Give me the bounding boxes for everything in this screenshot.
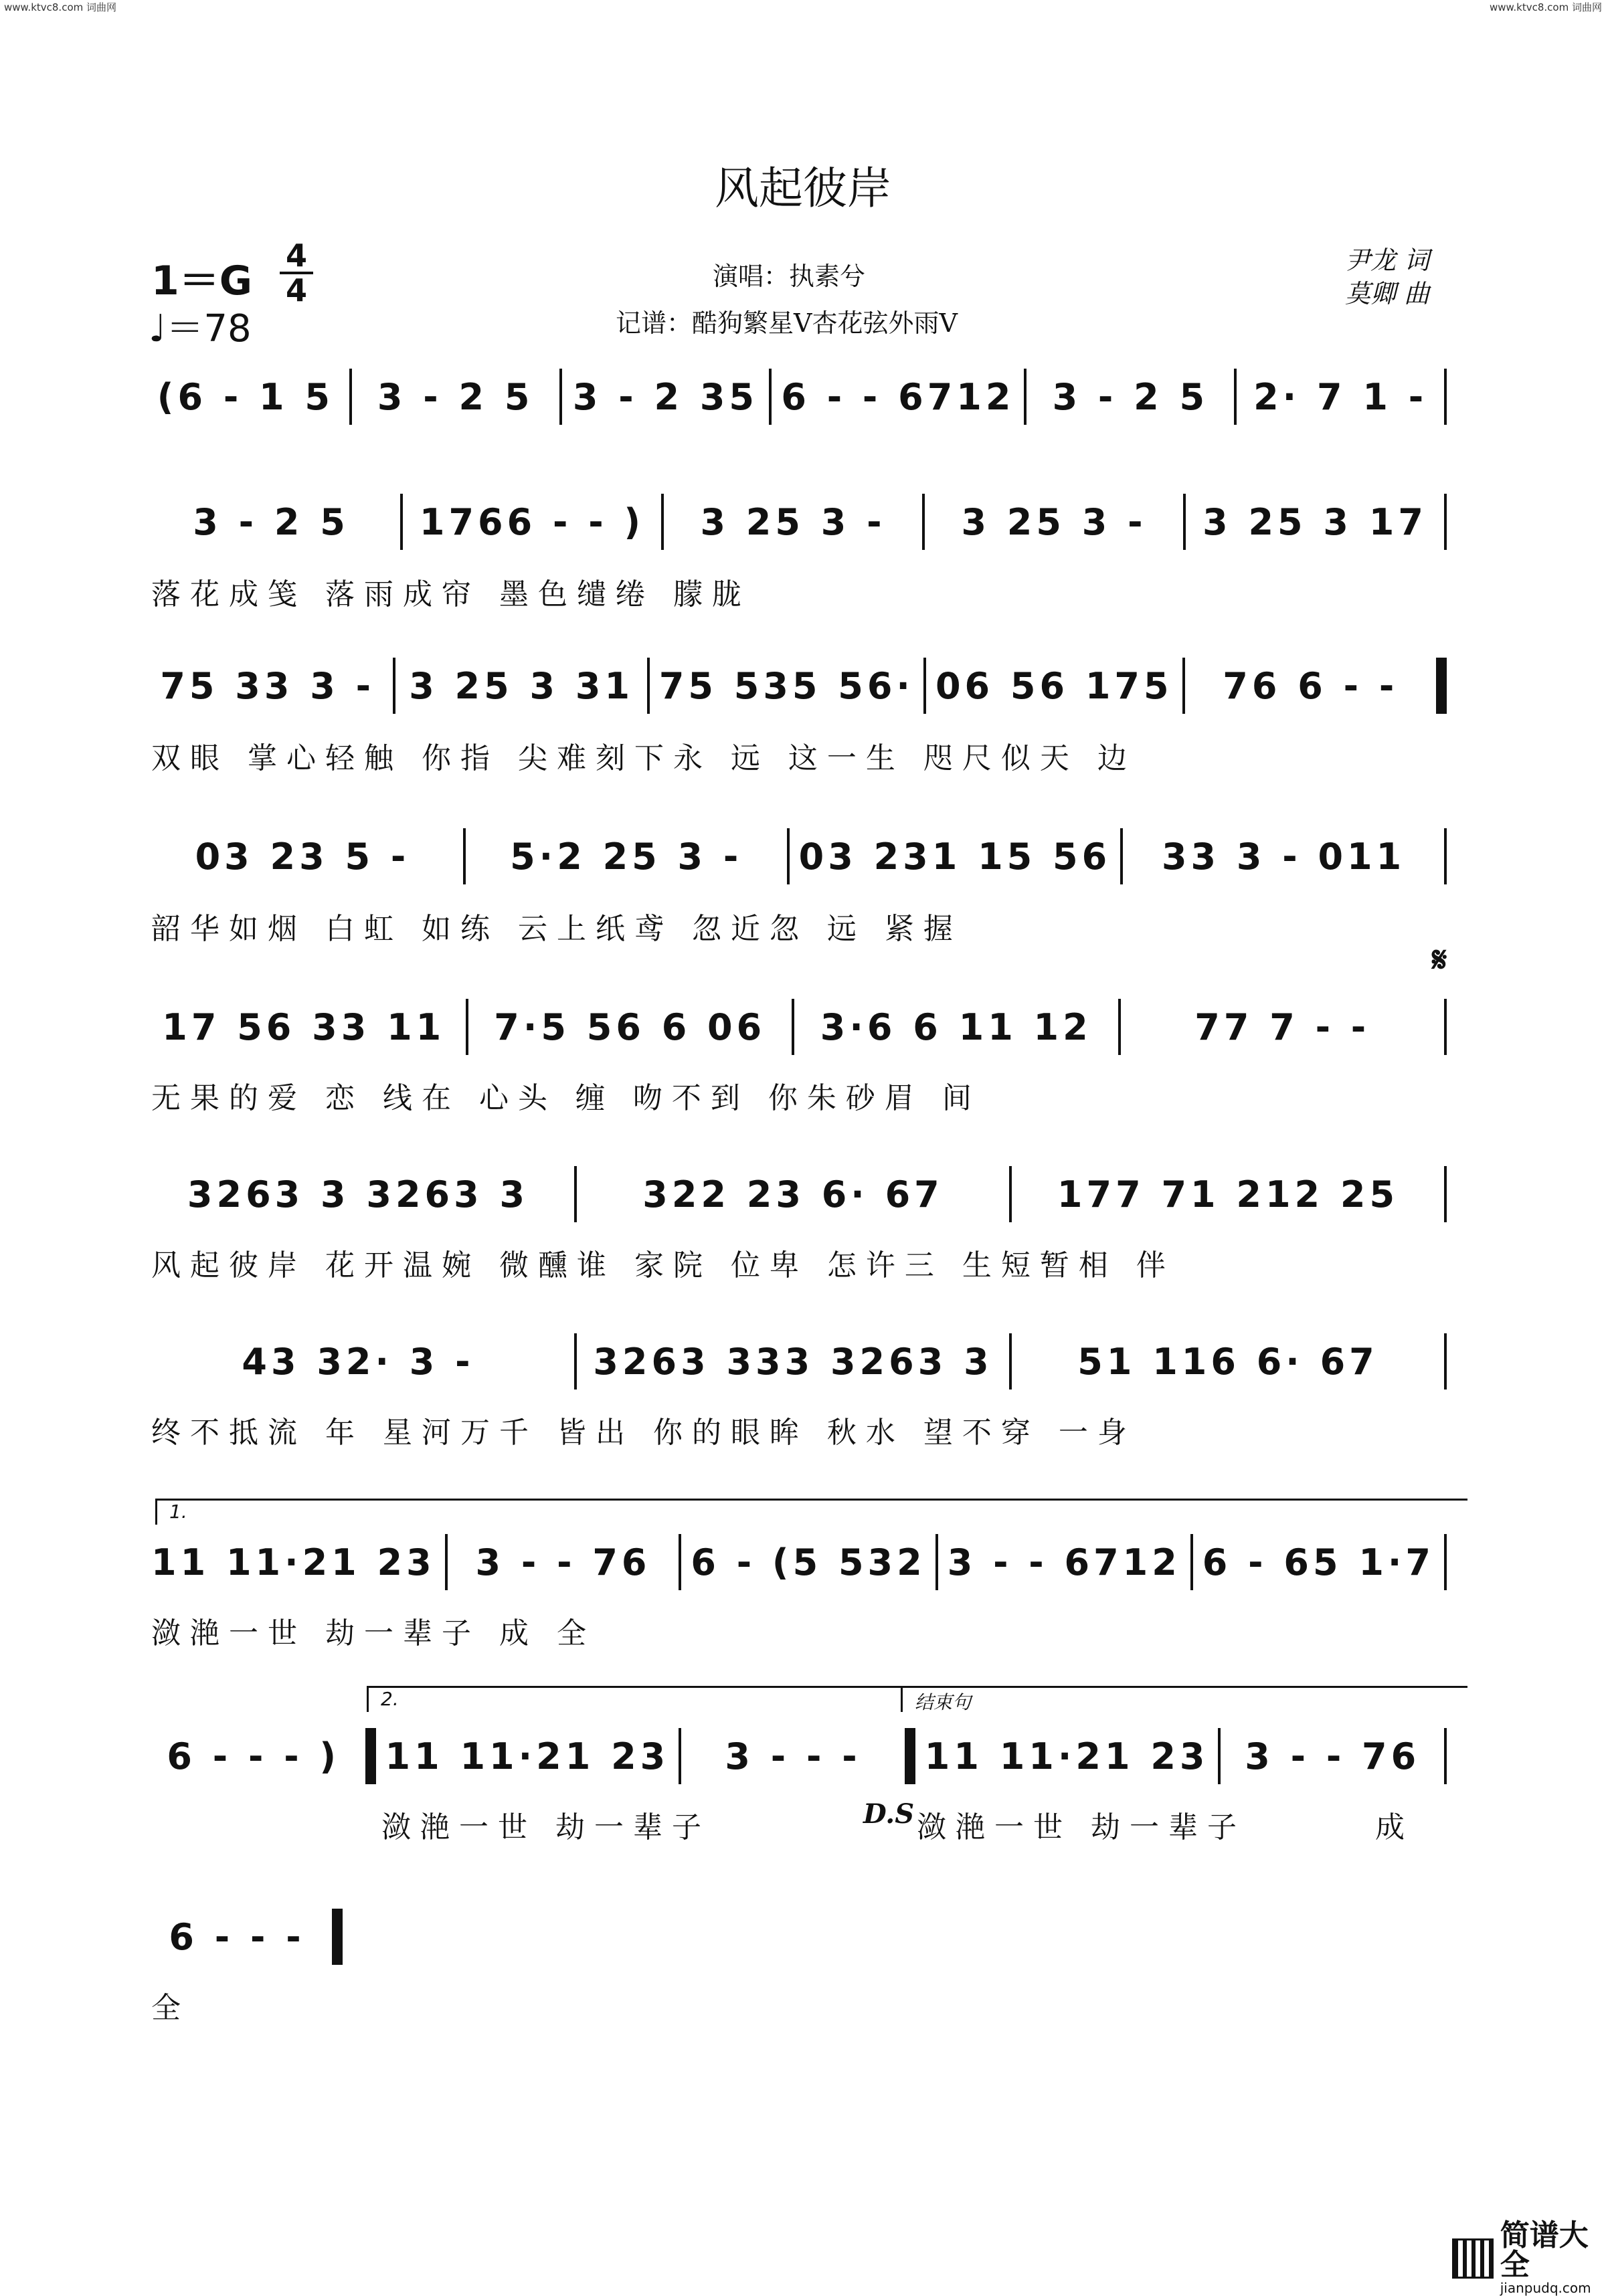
barline (1444, 828, 1447, 884)
measure: 3 - - 76 (1245, 1735, 1421, 1778)
measure: 6 - 65 1·7 (1202, 1541, 1435, 1584)
lyric-line: 全 (151, 1991, 190, 2025)
measure: 11 11·21 23 (151, 1541, 436, 1584)
barline (574, 1333, 577, 1390)
barline (1182, 658, 1185, 714)
music-line (151, 1726, 1456, 1786)
measure: 76 6 - - (1223, 664, 1399, 707)
header-right-text: www.ktvc8.com 词曲网 (1489, 1, 1602, 13)
barline (1436, 658, 1447, 714)
barline (1444, 369, 1447, 425)
barline (1118, 999, 1121, 1055)
barline (1120, 828, 1123, 884)
measure: 77 7 - - (1194, 1006, 1370, 1048)
measure: 2· 7 1 - (1253, 375, 1428, 418)
barline (466, 999, 468, 1055)
lyric-line: 落花成笺 落雨成帘 墨色缱绻 朦胧 (151, 577, 751, 611)
transcriber-credit: 记谱：酷狗繁星V杏花弦外雨V (616, 308, 958, 338)
music-line (151, 997, 1456, 1057)
singer-credit: 演唱：执素兮 (713, 262, 866, 291)
barline (769, 369, 772, 425)
header-left-text: www.ktvc8.com 词曲网 (4, 1, 117, 13)
barline (935, 1534, 938, 1590)
measure: 322 23 6· 67 (642, 1173, 944, 1216)
meter-top: 4 (285, 237, 307, 274)
measure: 6 - (5 532 (691, 1541, 926, 1584)
barline (400, 494, 403, 550)
lyric-line: 风起彼岸 花开温婉 微醺谁 家院 位卑 怎许三 生短暂相 伴 (151, 1248, 1175, 1282)
measure: 3 25 3 17 (1202, 500, 1427, 543)
measure: 3 - - 76 (475, 1541, 651, 1584)
measure: 75 535 56· (658, 664, 914, 707)
measure: 3 - - - (725, 1735, 861, 1778)
music-line (151, 826, 1456, 886)
barline (922, 494, 925, 550)
piano-icon (1452, 2238, 1494, 2279)
barline (349, 369, 352, 425)
measure: 03 23 5 - (195, 835, 410, 878)
barline (679, 1728, 681, 1784)
barline (679, 1534, 681, 1590)
barline (1218, 1728, 1221, 1784)
meter-bottom: 4 (285, 272, 307, 308)
music-line (151, 1164, 1456, 1224)
measure: 177 71 212 25 (1057, 1173, 1399, 1216)
barline (1444, 1534, 1447, 1590)
measure: 3263 333 3263 3 (593, 1340, 993, 1383)
lyricist-credit: 尹龙 词 (1345, 246, 1430, 275)
volta-1: 1. (155, 1499, 1467, 1525)
measure: 1766 - - ) (419, 500, 645, 543)
measure: 3 25 3 31 (409, 664, 634, 707)
barline (1190, 1534, 1193, 1590)
measure: 3·6 6 11 12 (820, 1006, 1092, 1048)
measure: 03 231 15 56 (798, 835, 1111, 878)
barline (1444, 999, 1447, 1055)
measure: (6 - 1 5 (157, 375, 334, 418)
music-line (151, 367, 1456, 427)
barline (463, 828, 466, 884)
barline (574, 1166, 577, 1222)
lyric-line: 潋滟一世 劫一辈子 成 全 (151, 1616, 596, 1650)
barline (1009, 1166, 1012, 1222)
barline (445, 1534, 448, 1590)
measure: 3 - 2 35 (572, 375, 758, 418)
final-barline (332, 1909, 343, 1965)
measure: 75 33 3 - (160, 664, 375, 707)
coda-lyric-end: 成 (1375, 1810, 1414, 1844)
measure: 6 - - 6712 (781, 375, 1015, 418)
measure: 3 - 2 5 (377, 375, 534, 418)
barline (365, 1728, 376, 1784)
key-signature: 1＝G (151, 258, 252, 304)
barline (1444, 1728, 1447, 1784)
time-signature (280, 237, 313, 308)
measure: 3 25 3 - (700, 500, 886, 543)
barline (1444, 1333, 1447, 1390)
measure: 43 32· 3 - (242, 1340, 474, 1383)
measure: 3 - 2 5 (193, 500, 349, 543)
coda-lyric: 潋滟一世 劫一辈子 (917, 1810, 1246, 1844)
measure: 6 - - - ) (167, 1735, 341, 1778)
barline (661, 494, 664, 550)
measure: 33 3 - 011 (1161, 835, 1406, 878)
measure: 17 56 33 11 (162, 1006, 446, 1048)
barline (923, 658, 926, 714)
ds-mark: D.S (863, 1798, 915, 1830)
measure: 11 11·21 23 (385, 1735, 670, 1778)
measure: 51 116 6· 67 (1077, 1340, 1378, 1383)
barline (1183, 494, 1186, 550)
music-line (151, 1532, 1456, 1592)
barline (393, 658, 395, 714)
barline (1009, 1333, 1012, 1390)
composer-credit: 莫卿 曲 (1345, 279, 1430, 308)
lyric-line: 终不抵流 年 星河万千 皆出 你的眼眸 秋水 望不穿 一身 (151, 1416, 1136, 1450)
music-line (151, 1331, 1456, 1392)
lyric-line: 双眼 掌心轻触 你指 尖难刻下永 远 这一生 咫尺似天 边 (151, 741, 1136, 775)
logo-text: 简谱大全 (1500, 2218, 1589, 2282)
site-logo (1452, 2218, 1606, 2296)
song-title: 风起彼岸 (715, 163, 891, 214)
tempo-mark: ♩＝78 (149, 307, 252, 351)
measure: 06 56 175 (935, 664, 1173, 707)
measure: 3 - - 6712 (947, 1541, 1181, 1584)
barline (559, 369, 562, 425)
lyric-line: 韶华如烟 白虹 如练 云上纸鸢 忽近忽 远 紧握 (151, 912, 962, 946)
measure: 3 25 3 - (961, 500, 1147, 543)
barline (792, 999, 794, 1055)
logo-sub: jianpudq.com (1500, 2280, 1591, 2296)
measure: 3 - 2 5 (1052, 375, 1209, 418)
music-line (151, 492, 1456, 552)
measure: 3263 3 3263 3 (187, 1173, 529, 1216)
measure: 5·2 25 3 - (510, 835, 743, 878)
barline (1234, 369, 1237, 425)
barline (1444, 1166, 1447, 1222)
music-line (151, 656, 1456, 716)
barline (787, 828, 790, 884)
coda-bracket: 结束句 (901, 1686, 1467, 1712)
barline (1024, 369, 1027, 425)
volta-2: 2. (367, 1686, 903, 1712)
lyric-line: 潋滟一世 劫一辈子 (381, 1810, 711, 1844)
lyric-line: 无果的爱 恋 线在 心头 缠 吻不到 你朱砂眉 间 (151, 1081, 981, 1115)
measure: 11 11·21 23 (924, 1735, 1209, 1778)
music-line (151, 1907, 352, 1967)
measure: 7·5 56 6 06 (494, 1006, 766, 1048)
segno-sign: 𝄋 (1432, 940, 1447, 980)
barline (647, 658, 650, 714)
measure: 6 - - - (169, 1915, 305, 1958)
barline (905, 1728, 915, 1784)
barline (1444, 494, 1447, 550)
